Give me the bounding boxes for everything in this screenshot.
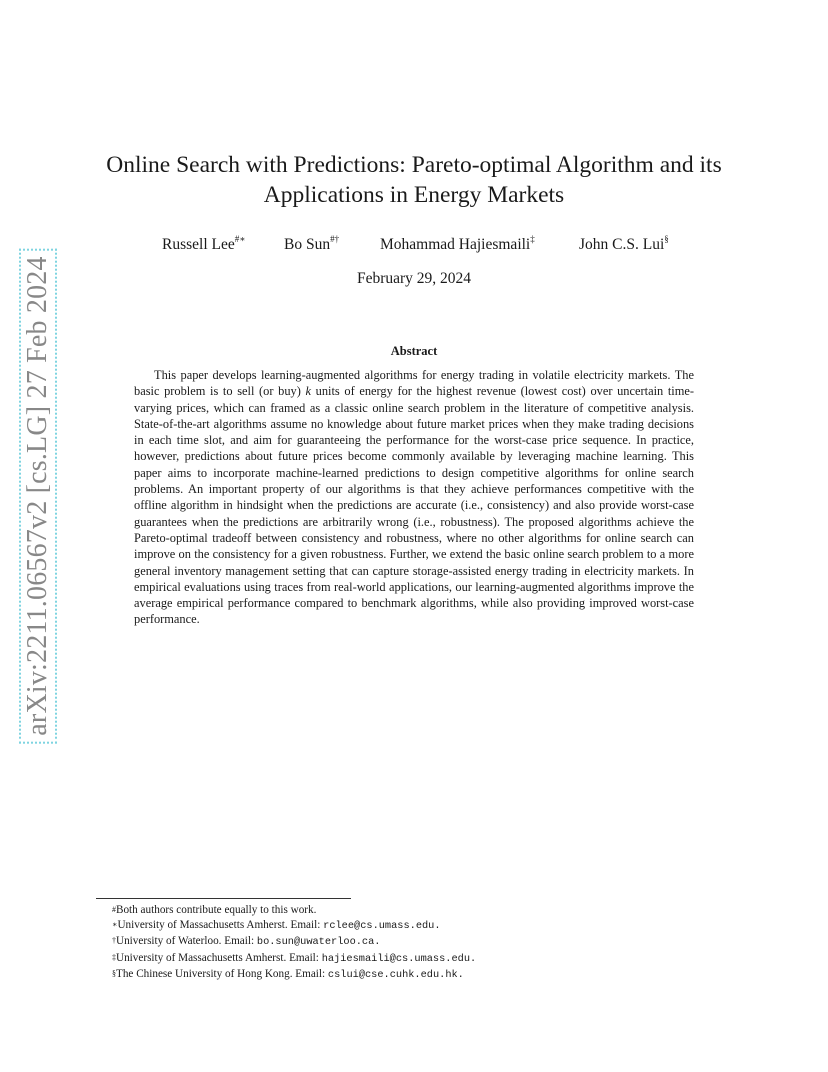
paper-title — [60, 150, 768, 210]
author-affiliation-marks: #† — [330, 234, 340, 244]
author-bo-sun — [284, 236, 339, 254]
footnote-email: cslui@cse.cuhk.edu.hk. — [327, 968, 464, 981]
footnote-text: University of Massachusetts Amherst. Email: — [116, 951, 322, 964]
footnote-email: hajiesmaili@cs.umass.edu. — [321, 952, 477, 965]
footnote-bo-sun — [112, 934, 712, 950]
abstract-text-part-1: This paper develops learning-augmented algorithms for energy trading in volatile electricity markets. The basic problem is to sell (or buy) — [134, 368, 694, 399]
author-russell-lee — [162, 236, 245, 254]
footnote-equal-contribution — [112, 903, 712, 918]
arxiv-identifier-text: arXiv:2211.06567v2 [cs.LG] 27 Feb 2024 — [19, 248, 57, 743]
author-affiliation-marks: § — [664, 234, 669, 244]
footnote-text: Both authors contribute equally to this work. — [116, 904, 317, 916]
footnote-mark: ‡ — [112, 952, 116, 962]
footnote-text: University of Massachusetts Amherst. Email: — [117, 919, 324, 932]
footnotes — [112, 903, 712, 983]
author-name: John C.S. Lui — [579, 236, 665, 253]
paper-title-line-1: Online Search with Predictions: Pareto-optimal Algorithm and its — [106, 152, 722, 178]
footnote-mark: § — [112, 968, 116, 978]
footnote-mark: † — [112, 936, 116, 946]
author-name: Russell Lee — [162, 236, 235, 253]
footnote-divider — [96, 898, 351, 899]
author-affiliation-marks: #∗ — [234, 234, 246, 244]
footnote-email: rclee@cs.umass.edu. — [323, 920, 441, 933]
footnote-mark: # — [112, 905, 116, 914]
author-mohammad-hajiesmaili — [380, 236, 535, 254]
footnote-email: bo.sun@uwaterloo.ca. — [256, 936, 381, 949]
abstract-heading: Abstract — [390, 344, 438, 358]
author-affiliation-marks: ‡ — [530, 234, 535, 244]
arxiv-identifier-stamp — [0, 0, 66, 1072]
author-john-lui — [579, 236, 669, 254]
paper-title-line-2: Applications in Energy Markets — [263, 182, 565, 208]
author-name: Bo Sun — [284, 236, 331, 253]
footnote-text: The Chinese University of Hong Kong. Email: — [116, 967, 328, 980]
abstract-text-part-2: units of energy for the highest revenue (lowest cost) over uncertain time-varying prices, which can framed as a classic online search problem in the literature of competitive analysis. State-of-the-art algorithms assume no knowledge about future market prices when they make trading decisions in each time slot, and aim for guaranteeing the performance for the worst-case price sequence. In practice, however, predictions about future prices become commonly available by leveraging machine learning. This paper aims to incorporate machine-learned predictions to design competitive algorithms for online search problems. An important property of our algorithms is that they achieve performances competitive with the offline algorithm in hindsight when the predictions are accurate (i.e., consistency) and also provide worst-case guarantees when the predictions are arbitrarily wrong (i.e., robustness). The proposed algorithms achieve the Pareto-optimal tradeoff between consistency and robustness, where no other algorithms for online search can improve on the consistency for a given robustness. Further, we extend the basic online search problem to a more general inventory management setting that can capture storage-assisted energy trading in electricity markets. In empirical evaluations using traces from real-world applications, our learning-augmented algorithms improve the average empirical performance compared to benchmark algorithms, while also providing improved worst-case performance. — [134, 384, 694, 627]
footnote-john-lui — [112, 967, 712, 983]
abstract-variable-k: k — [305, 384, 311, 399]
footnote-mark: ∗ — [112, 920, 118, 930]
footnote-russell-lee — [112, 918, 712, 934]
abstract-text — [134, 367, 694, 628]
footnote-mohammad-hajiesmaili — [112, 951, 712, 967]
footnote-text: University of Waterloo. Email: — [116, 935, 257, 948]
author-name: Mohammad Hajiesmaili — [380, 236, 531, 253]
publication-date: February 29, 2024 — [356, 270, 472, 287]
